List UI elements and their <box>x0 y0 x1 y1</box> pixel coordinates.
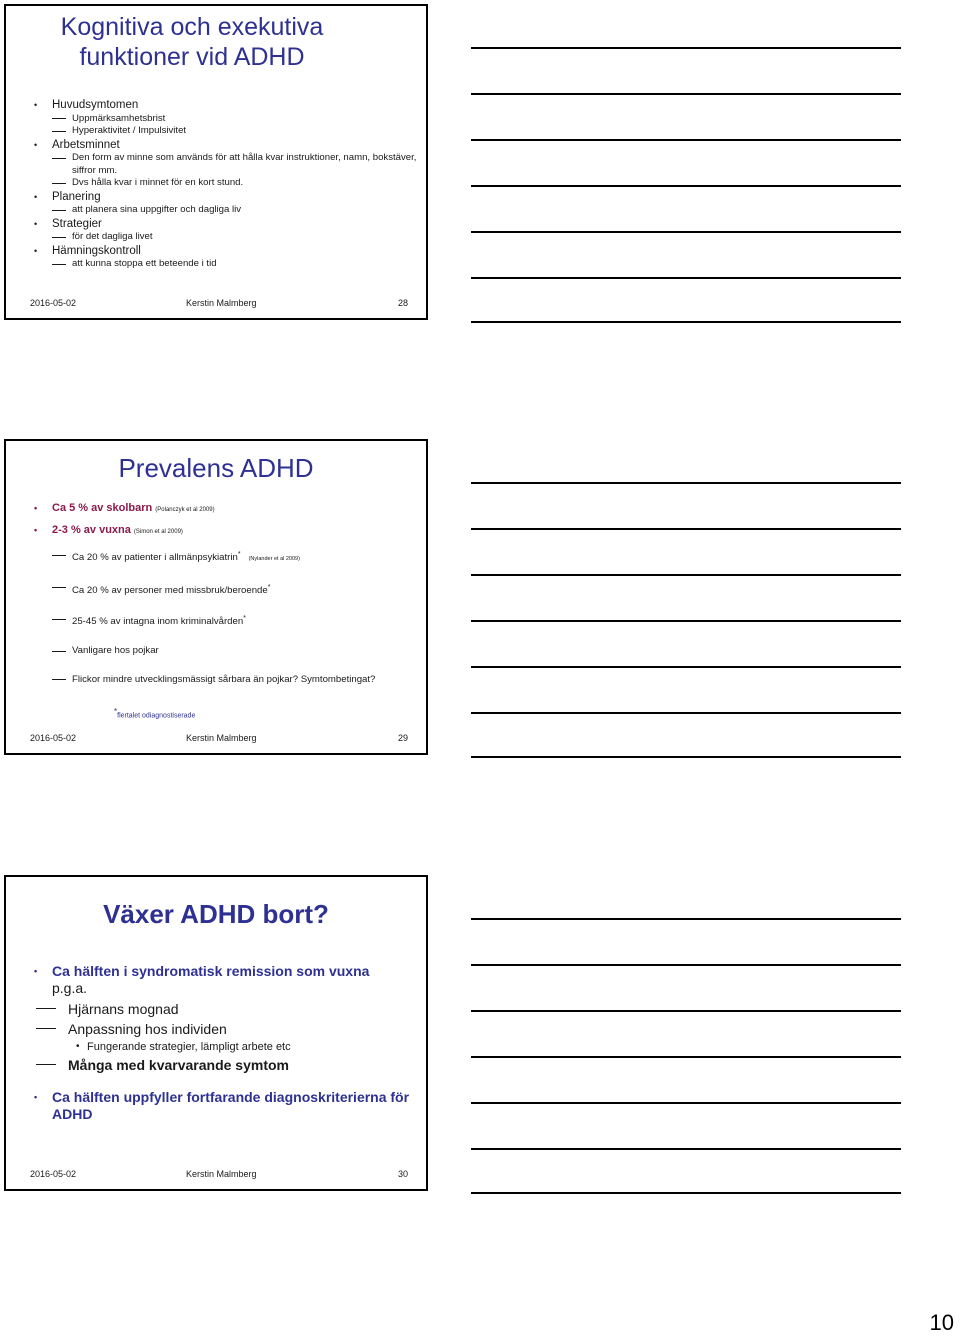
list-item: Hyperaktivitet / Impulsivitet <box>30 125 418 138</box>
footer-author: Kerstin Malmberg <box>186 733 257 743</box>
footnote: *flertalet odiagnostiserade <box>114 707 196 720</box>
list-item: Dvs hålla kvar i minnet för en kort stund. <box>30 177 418 190</box>
bullet-list <box>30 501 418 702</box>
footer-date: 2016-05-02 <box>30 298 77 308</box>
footer-page-number: 28 <box>398 298 409 308</box>
footer-date: 2016-05-02 <box>30 733 77 743</box>
list-item: Vanligare hos pojkar <box>30 645 418 658</box>
note-line <box>471 574 901 576</box>
footer-page-number: 29 <box>398 733 409 743</box>
slide-title: Kognitiva och exekutiva funktioner vid ADHD <box>60 13 324 71</box>
note-line <box>471 277 901 279</box>
note-line <box>471 528 901 530</box>
note-line <box>471 620 901 622</box>
citation: (Simon et al 2009) <box>133 529 183 535</box>
citation: (Nylander et al 2009) <box>248 556 300 563</box>
note-line <box>471 666 901 668</box>
footer-page-number: 30 <box>398 1169 409 1179</box>
note-line <box>471 1102 901 1104</box>
list-item: Flickor mindre utvecklingsmässigt sårbara än pojkar? Symtombetingat? <box>30 674 418 687</box>
note-line <box>471 756 901 758</box>
note-line <box>471 47 901 49</box>
note-line <box>471 321 901 323</box>
bullet-list <box>30 963 416 1123</box>
list-item: att kunna stoppa ett beteende i tid <box>30 258 418 271</box>
footer-date: 2016-05-02 <box>30 1169 77 1179</box>
slide-title: Prevalens ADHD <box>118 453 314 483</box>
list-item: Ca 20 % av personer med missbruk/beroende* <box>30 582 418 598</box>
note-line <box>471 964 901 966</box>
note-line <box>471 1056 901 1058</box>
list-item: • Hämningskontroll att kunna stoppa ett beteende i tid <box>30 244 418 271</box>
note-line <box>471 139 901 141</box>
slide-30 <box>4 875 428 1191</box>
list-item: • Huvudsymtomen Uppmärksamhetsbrist Hyperaktivitet / Impulsivitet <box>30 98 418 138</box>
note-line <box>471 231 901 233</box>
notes-lines-2 <box>471 435 901 765</box>
list-item: att planera sina uppgifter och dagliga liv <box>30 204 418 217</box>
page-number: 10 <box>929 1310 954 1335</box>
list-item: 25-45 % av intagna inom kriminalvården* <box>30 613 418 629</box>
list-item: • Fungerande strategier, lämpligt arbete etc <box>30 1039 416 1055</box>
note-line <box>471 482 901 484</box>
note-line <box>471 712 901 714</box>
list-item: • 2-3 % av vuxna (Simon et al 2009) Ca 20 % av patienter i allmänpsykiatrin*(Nylander et al 2009) Ca 20 % av personer med missbruk/beroende* 25-45 % av intagna inom kriminalvården* Vanligare hos pojkar Flickor mindre utvecklingsmässigt sårbara än pojkar? Symtombetingat? <box>30 523 418 686</box>
notes-lines-3 <box>471 871 901 1201</box>
list-item: • Strategier för det dagliga livet <box>30 217 418 244</box>
bullet-list <box>30 98 418 271</box>
list-item: • Ca hälften i syndromatisk remission som vuxna p.g.a. Hjärnans mognad Anpassning hos individen • Fungerande strategier, lämpligt arbete etc Många med kvarvarande symtom <box>30 963 416 1075</box>
list-item: Uppmärksamhetsbrist <box>30 113 418 126</box>
footer-author: Kerstin Malmberg <box>186 298 257 308</box>
footer-author: Kerstin Malmberg <box>186 1169 257 1179</box>
list-item: Ca 20 % av patienter i allmänpsykiatrin*(Nylander et al 2009) <box>30 549 418 566</box>
note-line <box>471 1192 901 1194</box>
note-line <box>471 93 901 95</box>
list-item: • Ca 5 % av skolbarn (Polanczyk et al 2009) <box>30 501 418 517</box>
list-item: Anpassning hos individen • Fungerande strategier, lämpligt arbete etc <box>30 1019 416 1055</box>
note-line <box>471 185 901 187</box>
citation: (Polanczyk et al 2009) <box>155 507 215 513</box>
list-item: för det dagliga livet <box>30 231 418 244</box>
list-item: • Arbetsminnet Den form av minne som används för att hålla kvar instruktioner, namn, bokstäver, siffror mm. Dvs hålla kvar i minnet för en kort stund. <box>30 138 418 190</box>
slide-29 <box>4 439 428 755</box>
list-item: Den form av minne som används för att hålla kvar instruktioner, namn, bokstäver, siffror mm. <box>30 152 418 177</box>
slide-28 <box>4 4 428 320</box>
slide-title: Växer ADHD bort? <box>103 899 329 929</box>
note-line <box>471 918 901 920</box>
note-line <box>471 1010 901 1012</box>
list-item: Hjärnans mognad <box>30 999 416 1019</box>
list-item: • Ca hälften uppfyller fortfarande diagnoskriterierna för ADHD <box>30 1089 416 1123</box>
note-line <box>471 1148 901 1150</box>
notes-lines-1 <box>471 0 901 330</box>
list-item: • Planering att planera sina uppgifter och dagliga liv <box>30 190 418 217</box>
list-item: Många med kvarvarande symtom <box>30 1055 416 1075</box>
